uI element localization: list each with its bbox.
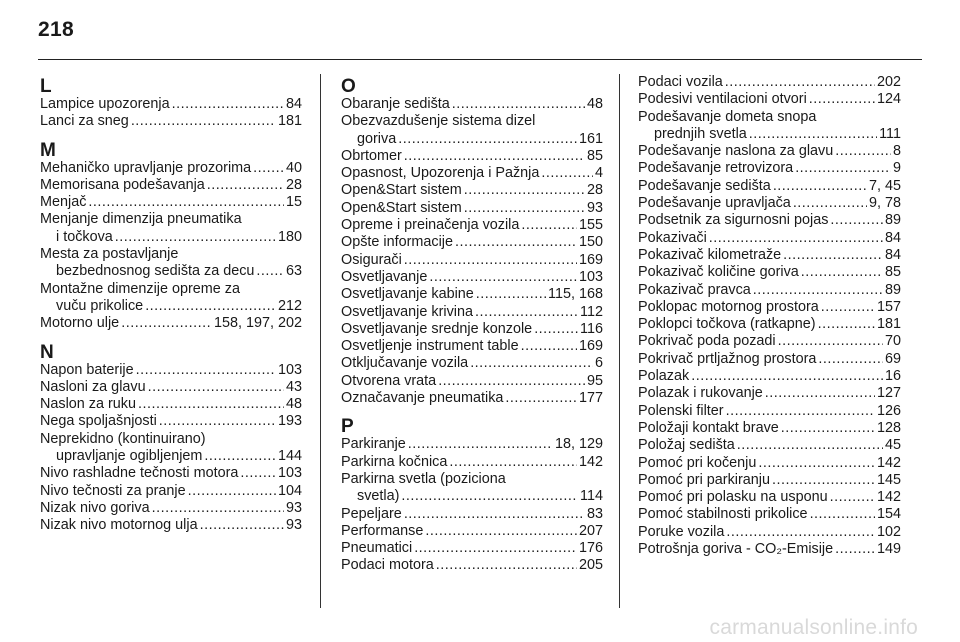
index-entry (638, 455, 901, 472)
entry-term: Nega spoljašnjosti (40, 413, 157, 430)
entry-term: Polazak (638, 368, 690, 385)
index-entry (638, 143, 901, 160)
index-letter-heading: L (40, 76, 52, 97)
entry-page-ref[interactable]: 89 (884, 212, 901, 229)
index-entry (638, 524, 901, 541)
entry-term: Pokazivač pravca (638, 281, 751, 298)
entry-term: Poruke vozila (638, 523, 725, 540)
entry-term: Pomoć pri parkiranju (638, 471, 770, 488)
index-entry (40, 194, 302, 211)
index-entry (638, 437, 901, 454)
index-entry (40, 96, 302, 113)
leader-dots (436, 557, 577, 574)
entry-page-ref[interactable]: 102 (876, 523, 901, 540)
entry-term: Osvetljenje instrument table (341, 338, 519, 355)
index-entry (638, 247, 901, 264)
entry-page-ref[interactable]: 193 (277, 413, 302, 430)
entry-term: Opasnost, Upozorenja i Pažnja (341, 165, 540, 182)
leader-dots (449, 454, 577, 471)
entry-term: upravljanje ogibljenjem (56, 448, 203, 465)
entry-term: Nivo rashladne tečnosti motora (40, 465, 239, 482)
index-entry (40, 246, 302, 281)
entry-term: Pomoć pri polasku na usponu (638, 489, 828, 506)
index-entry (40, 177, 302, 194)
leader-dots (200, 517, 284, 534)
entry-page-ref[interactable]: 114 (580, 488, 603, 505)
entry-page-ref[interactable]: 181 (277, 113, 302, 130)
entry-term: Polenski filter (638, 402, 724, 419)
leader-dots (830, 212, 883, 229)
entry-term: Osvetljavanje (341, 268, 428, 285)
entry-page-ref[interactable]: 142 (578, 453, 603, 470)
entry-page-ref[interactable]: 89 (884, 281, 901, 298)
entry-page-ref[interactable]: 9, 78 (868, 195, 901, 212)
entry-page-ref[interactable]: 70 (884, 333, 901, 350)
leader-dots (541, 165, 593, 182)
entry-page-ref[interactable]: 150 (578, 234, 603, 251)
index-entry (40, 362, 302, 379)
leader-dots (781, 420, 875, 437)
index-entry (638, 472, 901, 489)
entry-term: Opšte informacije (341, 234, 453, 251)
entry-term: Pepeljare (341, 505, 402, 522)
entry-term: Obezvazdušenje sistema dizel (341, 113, 536, 130)
index-entry (341, 557, 603, 574)
index-entry (40, 315, 302, 332)
entry-page-ref[interactable]: 43 (285, 378, 302, 395)
index-entry (341, 390, 603, 407)
entry-term: Lanci za sneg (40, 113, 129, 130)
entry-term: Parkirna kočnica (341, 453, 448, 470)
index-entry (638, 403, 901, 420)
leader-dots (455, 234, 577, 251)
entry-page-ref[interactable]: 6 (594, 355, 603, 372)
leader-dots (464, 200, 585, 217)
index-entry (638, 506, 901, 523)
entry-page-ref[interactable]: 48 (285, 396, 302, 413)
entry-page-ref[interactable]: 7, 45 (868, 177, 901, 194)
leader-dots (809, 91, 875, 108)
index-entry (638, 489, 901, 506)
entry-term: Neprekidno (kontinuirano) (40, 430, 206, 447)
entry-term: Mesta za postavljanje (40, 246, 179, 263)
entry-page-ref[interactable]: 177 (578, 390, 603, 407)
entry-term: Osvetljavanje srednje konzole (341, 320, 533, 337)
entry-term: Parkirna svetla (poziciona (341, 470, 506, 487)
entry-term: Pokazivač kilometraže (638, 246, 782, 263)
entry-page-ref[interactable]: 202 (876, 74, 901, 90)
index-entry (40, 211, 302, 246)
entry-term: Podešavanje retrovizora (638, 160, 794, 177)
index-entry (40, 465, 302, 482)
leader-dots (401, 488, 578, 505)
leader-dots (398, 131, 577, 148)
entry-page-ref[interactable]: 112 (580, 303, 603, 320)
entry-term: Podešavanje naslona za glavu (638, 143, 834, 160)
entry-term: Podešavanje sedišta (638, 177, 771, 194)
index-entry (40, 413, 302, 430)
entry-term: Lampice upozorenja (40, 96, 170, 112)
leader-dots (795, 160, 891, 177)
header-rule (38, 59, 922, 60)
entry-term: bezbednosnog sedišta za decu (56, 263, 255, 280)
leader-dots (835, 143, 891, 160)
leader-dots (470, 355, 593, 372)
entry-page-ref[interactable]: 103 (578, 268, 603, 285)
page-number: 218 (38, 18, 74, 41)
leader-dots (425, 523, 577, 540)
entry-term: Performanse (341, 522, 424, 539)
entry-page-ref[interactable]: 126 (876, 402, 901, 419)
leader-dots (429, 269, 577, 286)
entry-term: Pokazivač količine goriva (638, 264, 799, 281)
leader-dots (256, 263, 284, 280)
index-entry (341, 182, 603, 199)
entry-term: Nivo tečnosti za pranje (40, 482, 186, 499)
entry-page-ref[interactable]: 93 (285, 499, 302, 516)
entry-term: Montažne dimenzije opreme za (40, 280, 240, 297)
index-entry (341, 96, 603, 113)
index-entry (638, 385, 901, 402)
entry-page-ref[interactable]: 158, 197, 202 (213, 315, 302, 332)
index-entry (40, 483, 302, 500)
index-entry (341, 148, 603, 165)
index-entry (638, 91, 901, 108)
entry-page-ref[interactable]: 149 (876, 541, 901, 558)
leader-dots (835, 541, 875, 558)
index-entry (638, 178, 901, 195)
leader-dots (152, 500, 284, 517)
entry-term: Podešavanje dometa snopa (638, 108, 817, 125)
leader-dots (749, 126, 877, 143)
index-entry (638, 333, 901, 350)
entry-term: Osvetljavanje kabine (341, 286, 474, 303)
leader-dots (709, 230, 883, 247)
index-entry (638, 195, 901, 212)
entry-page-ref[interactable]: 9 (892, 160, 901, 177)
entry-page-ref[interactable]: 103 (277, 361, 302, 378)
entry-page-ref[interactable]: 8 (892, 143, 901, 160)
entry-page-ref[interactable]: 115, 168 (548, 286, 603, 303)
entry-term: Open&Start sistem (341, 199, 462, 216)
index-entry (40, 517, 302, 534)
index-letter-heading: M (40, 139, 56, 161)
entry-page-ref[interactable]: 142 (876, 489, 901, 506)
entry-page-ref[interactable]: 104 (277, 482, 302, 499)
column-divider (320, 74, 321, 608)
entry-page-ref[interactable]: 15 (285, 194, 302, 211)
leader-dots (404, 252, 577, 269)
index-entry (638, 368, 901, 385)
leader-dots (818, 351, 883, 368)
index-entry (341, 234, 603, 251)
entry-page-ref[interactable]: 144 (277, 448, 302, 465)
entry-page-ref[interactable]: 176 (578, 540, 603, 557)
leader-dots (726, 524, 875, 541)
leader-dots (148, 379, 284, 396)
entry-page-ref[interactable]: 40 (285, 159, 302, 176)
index-entry (341, 436, 603, 453)
index-column-3 (638, 74, 901, 558)
entry-page-ref[interactable]: 111 (879, 125, 901, 142)
entry-page-ref[interactable]: 205 (578, 557, 603, 574)
index-entry (341, 321, 603, 338)
index-letter-heading: N (40, 341, 54, 363)
entry-page-ref[interactable]: 84 (884, 229, 901, 246)
entry-term: Otvorena vrata (341, 372, 437, 389)
index-column-1 (40, 74, 302, 535)
entry-page-ref[interactable]: 169 (578, 338, 603, 355)
index-entry (40, 500, 302, 517)
entry-term: Nasloni za glavu (40, 378, 146, 395)
entry-page-ref[interactable]: 83 (586, 505, 603, 522)
leader-dots (758, 455, 875, 472)
leader-dots (464, 182, 585, 199)
leader-dots (753, 282, 883, 299)
entry-term: prednjih svetla (654, 125, 747, 142)
entry-term: i točkova (56, 228, 113, 245)
leader-dots (138, 396, 284, 413)
leader-dots (726, 403, 875, 420)
index-entry (638, 282, 901, 299)
watermark: carmanualsonline.info (709, 616, 918, 639)
index-entry (40, 431, 302, 466)
index-entry (40, 113, 302, 130)
entry-term: vuču prikolice (56, 297, 144, 314)
leader-dots (404, 148, 585, 165)
leader-dots (772, 472, 875, 489)
entry-page-ref[interactable]: 157 (876, 298, 901, 315)
entry-term: Podaci vozila (638, 74, 723, 90)
entry-term: Napon baterije (40, 361, 134, 378)
index-entry (341, 286, 603, 303)
entry-page-ref[interactable]: 84 (884, 246, 901, 263)
entry-term: Pneumatici (341, 540, 413, 557)
leader-dots (408, 436, 553, 453)
entry-term: Parkiranje (341, 436, 406, 453)
leader-dots (534, 321, 578, 338)
leader-dots (783, 247, 883, 264)
index-entry (341, 540, 603, 557)
entry-term: Podaci motora (341, 557, 434, 574)
leader-dots (737, 437, 883, 454)
index-entry (341, 454, 603, 471)
index-entry (40, 379, 302, 396)
leader-dots (475, 304, 578, 321)
index-entry (341, 252, 603, 269)
leader-dots (505, 390, 577, 407)
entry-page-ref[interactable]: 69 (884, 350, 901, 367)
index-column-2 (341, 74, 603, 575)
entry-page-ref[interactable]: 181 (876, 316, 901, 333)
index-entry (341, 217, 603, 234)
entry-page-ref[interactable]: 84 (285, 96, 302, 112)
entry-page-ref[interactable]: 207 (578, 522, 603, 539)
entry-term: Pomoć stabilnosti prikolice (638, 506, 808, 523)
entry-term: Podešavanje upravljača (638, 195, 791, 212)
index-entry (638, 541, 901, 558)
leader-dots (204, 448, 276, 465)
leader-dots (818, 316, 875, 333)
index-entry (40, 281, 302, 316)
leader-dots (131, 113, 276, 130)
leader-dots (765, 385, 875, 402)
leader-dots (115, 229, 276, 246)
entry-term: Pomoć pri kočenju (638, 454, 757, 471)
entry-term: Poklopci točkova (ratkapne) (638, 316, 816, 333)
entry-term: Naslon za ruku (40, 396, 136, 413)
leader-dots (452, 96, 585, 113)
index-entry (341, 523, 603, 540)
entry-term: Osvetljavanje krivina (341, 303, 473, 320)
index-entry (341, 338, 603, 355)
entry-term: Open&Start sistem (341, 182, 462, 199)
leader-dots (207, 177, 284, 194)
entry-term: Položaji kontakt brave (638, 419, 779, 436)
index-entry (638, 299, 901, 316)
leader-dots (145, 298, 276, 315)
leader-dots (188, 483, 276, 500)
entry-page-ref[interactable]: 18, 129 (554, 436, 603, 453)
entry-term: Otključavanje vozila (341, 355, 469, 372)
index-entry (341, 304, 603, 321)
entry-term: Memorisana podešavanja (40, 176, 205, 193)
entry-page-ref[interactable]: 155 (578, 217, 603, 234)
leader-dots (521, 338, 577, 355)
entry-term: Opreme i preinačenja vozila (341, 217, 520, 234)
entry-page-ref[interactable]: 28 (586, 182, 603, 199)
index-entry (638, 212, 901, 229)
index-letter-heading: O (341, 76, 356, 97)
entry-term: Poklopac motornog prostora (638, 298, 819, 315)
entry-term: Polazak i rukovanje (638, 385, 763, 402)
column-divider (619, 74, 620, 608)
entry-page-ref[interactable]: 142 (876, 454, 901, 471)
leader-dots (691, 368, 883, 385)
leader-dots (725, 74, 875, 91)
index-entry (638, 420, 901, 437)
entry-page-ref[interactable]: 103 (277, 465, 302, 482)
index-entry (341, 113, 603, 148)
index-entry (638, 316, 901, 333)
entry-page-ref[interactable]: 16 (884, 368, 901, 385)
index-entry (341, 471, 603, 506)
entry-page-ref[interactable]: 145 (876, 471, 901, 488)
entry-term: Označavanje pneumatika (341, 390, 504, 407)
index-entry (341, 506, 603, 523)
entry-term: Menjač (40, 194, 87, 211)
entry-term: Obrtomer (341, 147, 402, 164)
entry-term: Obaranje sedišta (341, 96, 450, 112)
entry-term: Nizak nivo motornog ulja (40, 517, 198, 534)
entry-page-ref[interactable]: 28 (285, 176, 302, 193)
entry-term: Osigurači (341, 251, 402, 268)
index-entry (40, 160, 302, 177)
entry-term: Potrošnja goriva - CO₂-Emisije (638, 541, 834, 558)
leader-dots (240, 465, 276, 482)
index-entry (40, 396, 302, 413)
index-entry (638, 109, 901, 144)
entry-term: Pokrivač prtljažnog prostora (638, 350, 817, 367)
entry-page-ref[interactable]: 95 (586, 372, 603, 389)
entry-page-ref[interactable]: 116 (580, 320, 603, 337)
leader-dots (773, 178, 867, 195)
index-entry (341, 165, 603, 182)
leader-dots (172, 96, 284, 113)
entry-term: svetla) (357, 488, 400, 505)
entry-term: Motorno ulje (40, 315, 120, 332)
leader-dots (821, 299, 875, 316)
entry-page-ref[interactable]: 180 (277, 228, 302, 245)
entry-page-ref[interactable]: 48 (586, 96, 603, 112)
index-entry (341, 200, 603, 217)
index-entry (341, 355, 603, 372)
entry-term: Pokrivač poda pozadi (638, 333, 776, 350)
entry-page-ref[interactable]: 161 (578, 130, 603, 147)
entry-page-ref[interactable]: 154 (876, 506, 901, 523)
index-entry (638, 351, 901, 368)
index-entry (341, 373, 603, 390)
leader-dots (121, 315, 212, 332)
leader-dots (801, 264, 883, 281)
entry-term: Podsetnik za sigurnosni pojas (638, 212, 829, 229)
leader-dots (810, 506, 875, 523)
entry-page-ref[interactable]: 93 (586, 199, 603, 216)
entry-term: Mehaničko upravljanje prozorima (40, 159, 252, 176)
leader-dots (830, 489, 875, 506)
leader-dots (476, 286, 546, 303)
entry-term: Pokazivači (638, 229, 707, 246)
entry-term: Nizak nivo goriva (40, 499, 150, 516)
leader-dots (404, 506, 585, 523)
leader-dots (136, 362, 276, 379)
leader-dots (414, 540, 577, 557)
leader-dots (438, 373, 585, 390)
entry-page-ref[interactable]: 85 (884, 264, 901, 281)
leader-dots (253, 160, 284, 177)
entry-page-ref[interactable]: 124 (876, 91, 901, 108)
index-entry (341, 269, 603, 286)
entry-term: goriva (357, 130, 397, 147)
leader-dots (88, 194, 284, 211)
leader-dots (778, 333, 883, 350)
entry-page-ref[interactable]: 45 (884, 437, 901, 454)
entry-term: Položaj sedišta (638, 437, 735, 454)
index-entry (638, 74, 901, 91)
leader-dots (521, 217, 577, 234)
leader-dots (793, 195, 867, 212)
entry-page-ref[interactable]: 169 (578, 251, 603, 268)
index-entry (638, 230, 901, 247)
entry-term: Podesivi ventilacioni otvori (638, 91, 807, 108)
entry-page-ref[interactable]: 128 (876, 419, 901, 436)
entry-term: Menjanje dimenzija pneumatika (40, 211, 242, 228)
entry-page-ref[interactable]: 4 (594, 165, 603, 182)
entry-page-ref[interactable]: 212 (277, 297, 302, 314)
entry-page-ref[interactable]: 93 (285, 517, 302, 534)
entry-page-ref[interactable]: 127 (876, 385, 901, 402)
entry-page-ref[interactable]: 63 (285, 263, 302, 280)
entry-page-ref[interactable]: 85 (586, 147, 603, 164)
leader-dots (159, 413, 276, 430)
index-letter-heading: P (341, 416, 354, 438)
index-entry (638, 264, 901, 281)
index-entry (638, 160, 901, 177)
